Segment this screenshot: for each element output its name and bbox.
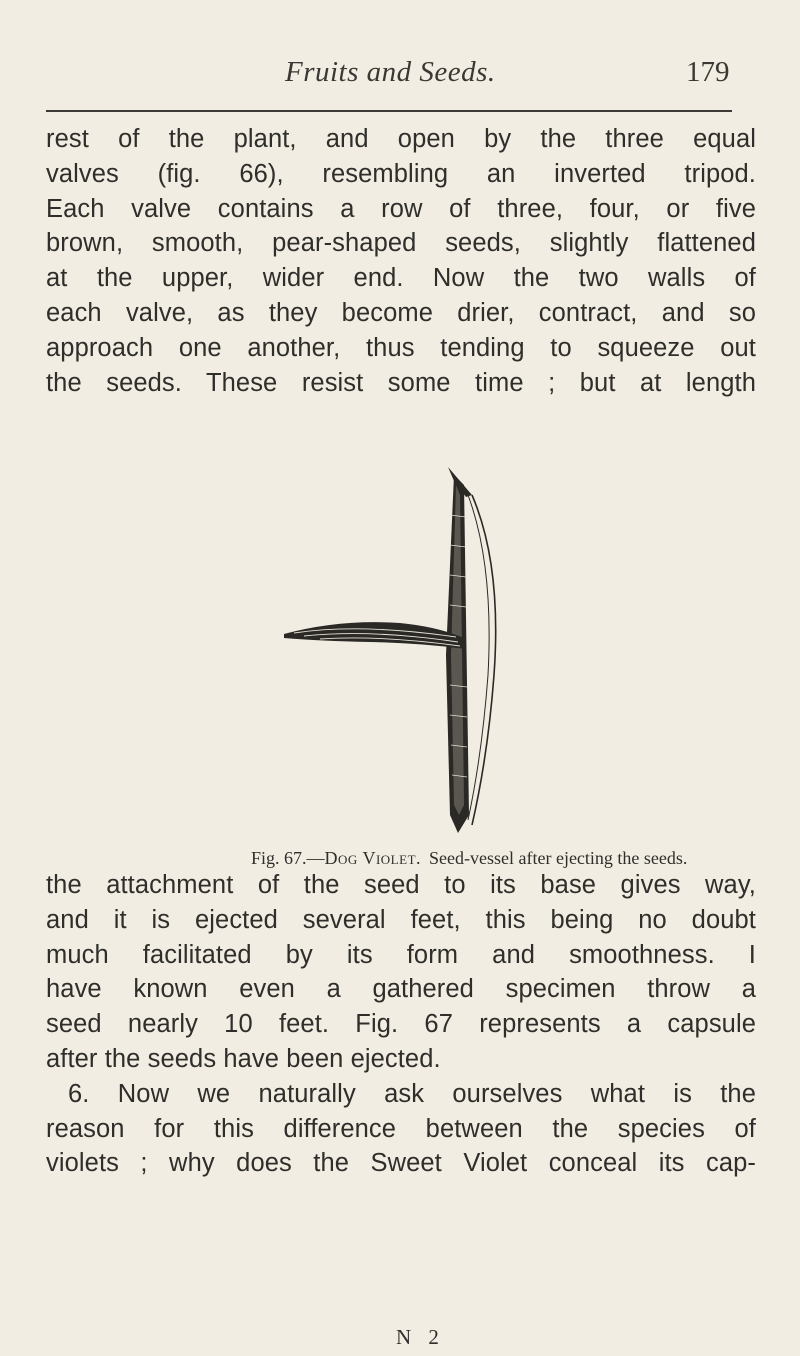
header-rule <box>46 110 732 112</box>
text-line: reason for this difference between the species of <box>46 1114 756 1143</box>
running-title: Fruits and Seeds. <box>285 56 496 88</box>
text-line: and it is ejected several feet, this being no doubt <box>46 905 756 934</box>
text-line: rest of the plant, and open by the three equal <box>46 125 756 153</box>
text-line: much facilitated by its form and smoothness. I <box>46 940 756 969</box>
paragraph-top <box>46 122 756 400</box>
horizontal-valve <box>284 622 466 649</box>
text-line: the attachment of the seed to its base gives way, <box>46 871 756 899</box>
paragraph-bottom <box>46 868 756 1181</box>
vertical-valve <box>446 467 472 833</box>
text-line: seed nearly 10 feet. Fig. 67 represents a capsule <box>46 1010 756 1039</box>
text-line: Each valve contains a row of three, four, or five <box>46 194 756 223</box>
text-line: at the upper, wider end. Now the two walls of <box>46 264 756 293</box>
running-head <box>0 56 800 96</box>
text-line: each valve, as they become drier, contract, and so <box>46 298 756 327</box>
text-line: after the seeds have been ejected. <box>46 1044 441 1073</box>
text-line: the seeds. These resist some time ; but at length <box>46 368 756 397</box>
figure-caption <box>251 848 731 868</box>
seed-vessel-illustration <box>280 455 510 845</box>
signature-mark: N 2 <box>396 1325 445 1349</box>
text-line: valves (fig. 66), resembling an inverted tripod. <box>46 159 756 188</box>
outer-valve-wall <box>472 495 496 825</box>
figure-label: Fig. 67.— <box>251 848 325 868</box>
text-line: violets ; why does the Sweet Violet conceal its cap- <box>46 1149 756 1178</box>
page-number: 179 <box>686 56 730 88</box>
text-line: approach one another, thus tending to squeeze out <box>46 333 756 362</box>
plant-name: Dog Violet. <box>324 848 422 868</box>
text-line: brown, smooth, pear-shaped seeds, slightly flattened <box>46 229 756 258</box>
text-line: 6. Now we naturally ask ourselves what is the <box>68 1079 756 1108</box>
text-line: have known even a gathered specimen throw a <box>46 975 756 1004</box>
caption-text: Seed-vessel after ejecting the seeds. <box>429 848 688 868</box>
